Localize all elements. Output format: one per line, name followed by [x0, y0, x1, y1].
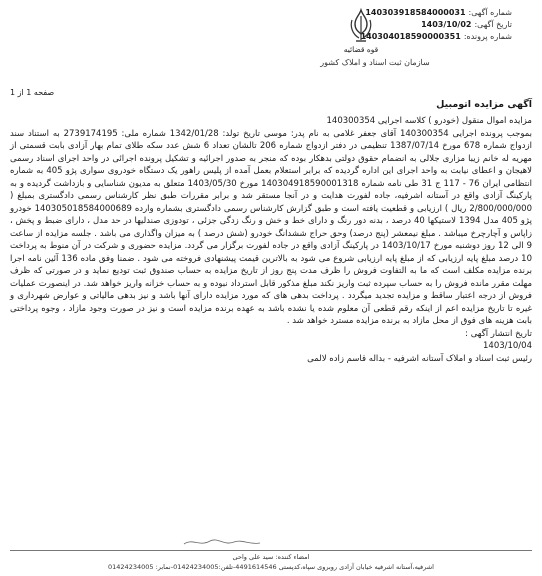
notice-content: [10, 99, 532, 365]
ad-date: 1403/10/02: [421, 20, 472, 29]
notice-title: آگهی مزایده اتومبیل: [436, 99, 532, 110]
footer-signatory: امضاء کننده: سید علی واحی: [232, 553, 310, 561]
case-number: 140304018590000351: [360, 32, 461, 41]
notice-body: مزایده اموال منقول (خودرو ) کلاسه اجرایی 140300354 بموجب پرونده اجرایی 140300354 آقای جعفر غلامی به نام پدر: موسی تاریخ تولد: 1342/01/28 شماره ملی: 2739174195 به استناد سند ازدواج شماره 678 مورخ 1387/07/14 تنظیمی در دفتر ازدواج شماره 206 تالشان تعداد 6 شش عدد سکه طلای تمام بهار آزادی بابت قسمتی از مهریه له خانم زیبا مزاری جلالی به انضمام حقوق دولتی بدهکار بوده که منجر به صدور اجرائیه و تشکیل پرونده اجرائی در واحد اجرای اسناد رسمی لاهیجان و اعطای نیابت به واحد اجرای این اداره گردیده که برابر استعلام بعمل آمده از پلیس راهور یک دستگاه خودروی سواری پژو 405 به شماره انتظامی ایران 76 - 117 ج 31 طی نامه شماره 140304918590001318 مورخ 1403/05/30 متعلق به مدیون شناسایی و بازداشت گردیده و به پارکینگ آزادی واقع در آستانه اشرفیه، جاده لفورت هدایت و در آنجا مستقر شد و برابر مقررات طبق نظر کارشناس رسمی دادگستری بمبلغ ( 2/800/000/000 ریال ) ارزیابی و قطعیت یافته است و طبق گزارش کارشناس رسمی دادگستری بشماره وارده 140305018584000689 خودرو پژو 405 مدل 1394 لاستیکها 40 درصد ، بدنه دور رنگ و دارای خط و خش و رنگ زدگی جزئی ، تودوزی صندلیها در حد مدل ، دارای ضبط و پخش ، زاپاس و آچارچرخ میباشد . مبلغ نیمعشر (پنج درصد) وحق حراج ششدانگ خودرو (شش درصد ) به میزان واگذاری می باشد . جلسه مزایده از ساعت 9 الی 12 روز دوشنبه مورخ 1403/10/17 در پارکینگ آزادی واقع در جاده لفورت برگزار می گردد. مزایده حضوری و شرکت در آن منوط به پرداخت 10 درصد مبلغ پایه ارزیابی که از مبلغ پایه ارزیابی شروع می شود به بالاترین قیمت پیشنهادی فروخته می شود . ضمنا وفق ماده 136 آئین نامه اجرا برنده مزایده مکلف است که ما به التفاوت فروش را ظرف مدت پنج روز از تاریخ مزایده به حساب صندوق ثبت تودیع نماید و در صورتی که ظرف مهلت مقرر مانده فروش را به حساب سپرده ثبت واریز نکند مبلغ مذکور قابل استرداد نبوده و به حساب خزانه واریز خواهد شد. در اینصورت عملیات فروش از درجه اعتبار ساقط و مزایده تجدید میگردد . پرداخت بدهی های که مورد مزایده دارای آنها باشد و نیز بدهی مالیاتی و عوارض شهرداری و غیره تا تاریخ مزایده اعم از اینکه رقم قطعی آن معلوم شده یا نشده باشد به عهده برنده مزایده است و نیز در صورت وجود مازاد ، وجوه پرداختی بابت هزینه های فوق از محل مازاد به برنده مزایده مسترد خواهد شد . تاریخ انتشار آگهی : 1403/10/04 رئیس ثبت اسناد و املاک آستانه اشرفیه - بداله قاسم زاده لالمی: [10, 116, 533, 364]
page-number: صفحه 1 از 1: [10, 88, 55, 97]
ad-number-label: شماره آگهی:: [468, 8, 512, 17]
ad-date-label: تاریخ آگهی:: [474, 20, 512, 29]
organization-name: سازمان ثبت اسناد و املاک کشور: [320, 58, 430, 67]
footer-divider: [10, 550, 532, 551]
signature-mark: [180, 535, 320, 549]
ad-number: 140303918584000031: [365, 8, 466, 17]
emblem-icon: [346, 8, 376, 44]
emblem-caption: قوه قضائیه: [343, 45, 379, 54]
footer-address: اشرفیه،آستانه اشرفیه خیابان آزادی روبروی سپاه،کدپستی 4491614546-تلفن:01424234005-نمابر: 01424234005: [108, 563, 434, 571]
case-number-label: شماره پرونده:: [463, 32, 512, 41]
